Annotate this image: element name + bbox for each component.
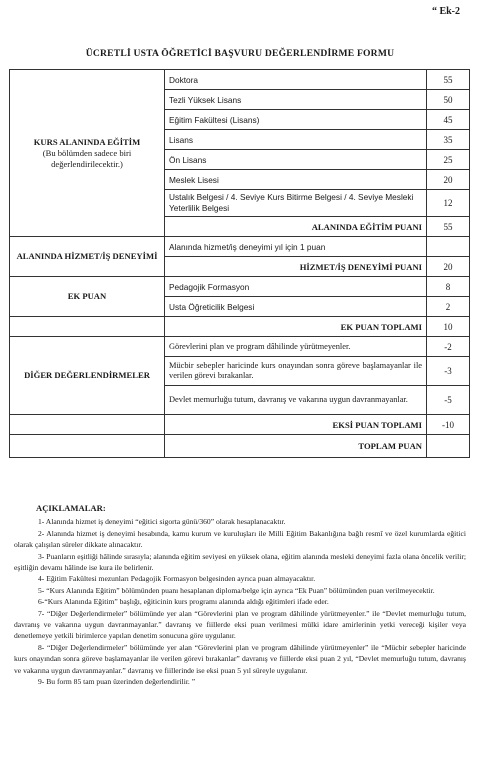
explanation-item: 1- Alanında hizmet iş deneyimi “eğitici sigorta günü/360” olarak hesaplanacaktır. — [38, 517, 286, 527]
table-row — [10, 237, 470, 257]
explanation-item: 8- “Diğer Değerlendirmeler” bölümünde yer alan “Görevlerini plan ve program dâhilinde yürütmeyenler” ile “Mücbir sebepler haricinde kurs onayından sonra göreve başlamayanlar ile verilen görevi bırakanlar” davranış ve fiillerde eksi puan 2 yıl, “Devlet memurluğu tutum, davranış ve vakarına uygun davranmayanlar.” davranış ve fiillerinde ise eksi puan 5 yıl süreyle uygulanır. — [14, 642, 466, 675]
grand-total-points — [427, 435, 470, 458]
table-row — [10, 337, 470, 357]
item-points: 50 — [427, 90, 470, 110]
explanation-item: 6-“Kurs Alanında Eğitim” başlığı, eğiticinin kurs programı alanında aldığı eğitimleri ifade eder. — [38, 597, 329, 607]
item-label: Görevlerini plan ve program dâhilinde yürütmeyenler. — [165, 337, 427, 357]
item-label: Usta Öğreticilik Belgesi — [165, 297, 427, 317]
section-total-label: ALANINDA EĞİTİM PUANI — [165, 217, 427, 237]
item-label: Ustalık Belgesi / 4. Seviye Kurs Bitirme Belgesi / 4. Seviye Mesleki Yeterlilik Belgesi — [165, 190, 427, 217]
item-label: Devlet memurluğu tutum, davranış ve vakarına uygun davranmayanlar. — [165, 386, 427, 415]
section-total-points: 20 — [427, 257, 470, 277]
item-label: Ön Lisans — [165, 150, 427, 170]
form-title: ÜCRETLİ USTA ÖĞRETİCİ BAŞVURU DEĞERLENDİRME FORMU — [85, 48, 395, 59]
item-points: -3 — [427, 357, 470, 386]
table-row — [10, 277, 470, 297]
item-points: 55 — [427, 70, 470, 90]
item-label: Eğitim Fakültesi (Lisans) — [165, 110, 427, 130]
section-total-points: 10 — [427, 317, 470, 337]
item-points: 25 — [427, 150, 470, 170]
item-label: Alanında hizmet/iş deneyimi yıl için 1 puan — [165, 237, 427, 257]
evaluation-table — [9, 69, 470, 458]
section-hizmet-label: ALANINDA HİZMET/İŞ DENEYİMİ — [10, 237, 165, 277]
section-total-label: HİZMET/İŞ DENEYİMİ PUANI — [165, 257, 427, 277]
item-label: Doktora — [165, 70, 427, 90]
item-points: -2 — [427, 337, 470, 357]
explanation-item: 9- Bu form 85 tam puan üzerinden değerlendirilir. ” — [38, 677, 196, 687]
explanation-item: 5- “Kurs Alanında Eğitim” bölümünden puanı hesaplanan diploma/belge için ayrıca “Ek Puan” bölümünden puan verilmeyecektir. — [38, 585, 435, 595]
item-label: Pedagojik Formasyon — [165, 277, 427, 297]
explanation-item: 7- “Diğer Değerlendirmeler” bölümünde yer alan “Görevlerini plan ve program dâhilinde yürütmeyenler.” ile “Devlet memurluğu tutum, davranış ve vakarına uygun davranmayanlar.” davranış ve fiillerde eksi puan verilmesi mülki idare amirlerinin yetki vereceği kişiler veya denetlemeye yetkili birimlerce yapılan denetim sonucuna göre uygulanır. — [14, 608, 466, 641]
item-label: Mücbir sebepler haricinde kurs onayından sonra göreve başlamayanlar ile verilen görevi bırakanlar. — [165, 357, 427, 386]
table-row — [10, 435, 470, 458]
explanations-heading: AÇIKLAMALAR: — [36, 503, 106, 513]
table-row — [10, 415, 470, 435]
explanation-item: 3- Puanların eşitliği hâlinde sırasıyla; alanında eğitim seviyesi en yüksek olana, eğitim alanında mesleki deneyimi fazla olana öncelik verilir; eşitliğin devamı hâlinde ise kura ile belirlenir. — [14, 551, 466, 573]
explanations — [14, 503, 466, 688]
item-points: 20 — [427, 170, 470, 190]
section-total-label: EKSİ PUAN TOPLAMI — [165, 415, 427, 435]
section-diger-label: DİĞER DEĞERLENDİRMELER — [10, 337, 165, 415]
section-kurs-cell — [10, 70, 165, 237]
table-row — [10, 70, 470, 90]
item-points: 35 — [427, 130, 470, 150]
item-points: 45 — [427, 110, 470, 130]
grand-total-label: TOPLAM PUAN — [165, 435, 427, 458]
explanation-item: 2- Alanında hizmet iş deneyimi hesabında, kamu kurum ve kuruluşları ile Milli Eğitim Bakanlığına bağlı resmî ve özel kurumlarda eğitici olarak çalışılan süreler dikkate alınacaktır. — [14, 528, 466, 550]
table-row — [10, 317, 470, 337]
section-total-points: -10 — [427, 415, 470, 435]
explanation-item: 4- Eğitim Fakültesi mezunları Pedagojik Formasyon belgesinden ayrıca puan almayacaktır. — [38, 574, 316, 584]
item-points: -5 — [427, 386, 470, 415]
item-label: Meslek Lisesi — [165, 170, 427, 190]
annex-label: “ Ek-2 — [431, 6, 460, 17]
item-points: 2 — [427, 297, 470, 317]
section-kurs-note: (Bu bölümden sadece biri değerlendirilecektir.) — [42, 147, 132, 169]
item-points: 8 — [427, 277, 470, 297]
item-points: 12 — [427, 190, 470, 217]
item-label: Lisans — [165, 130, 427, 150]
section-total-label: EK PUAN TOPLAMI — [165, 317, 427, 337]
section-total-points: 55 — [427, 217, 470, 237]
section-kurs-label: KURS ALANINDA EĞİTİM — [33, 136, 141, 147]
item-label: Tezli Yüksek Lisans — [165, 90, 427, 110]
section-ek-label: EK PUAN — [10, 277, 165, 317]
